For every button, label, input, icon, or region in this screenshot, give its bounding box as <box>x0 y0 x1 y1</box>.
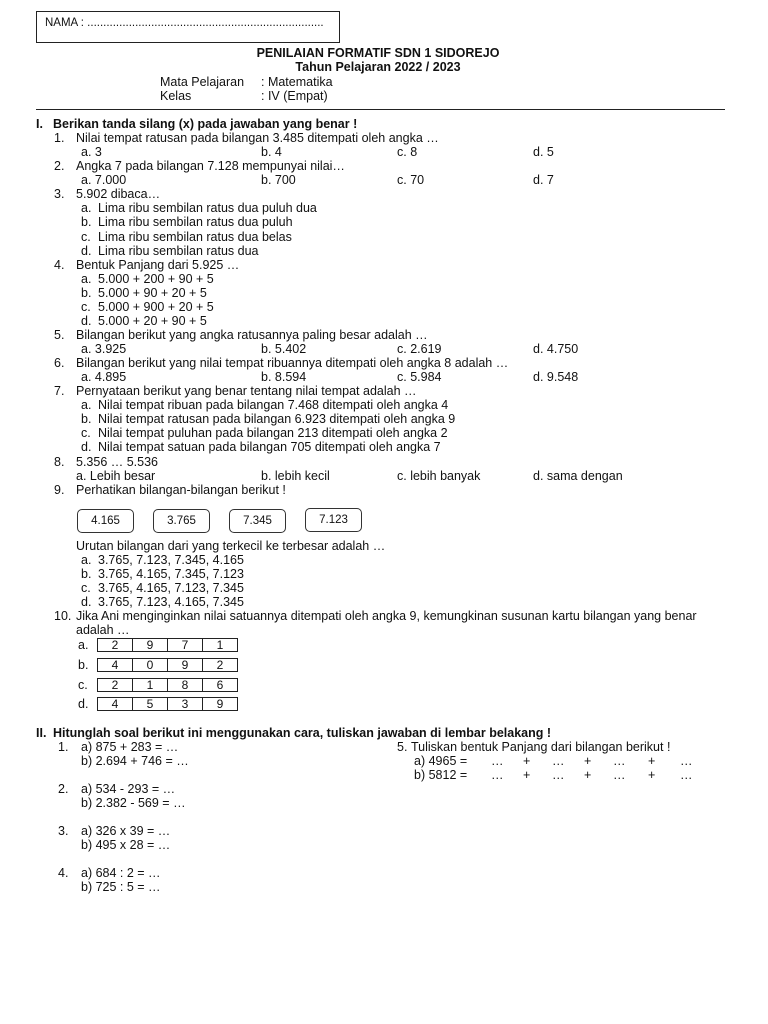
q1-option-a[interactable]: a. 3 <box>81 145 102 159</box>
q7-option-c-label: c. <box>81 426 91 440</box>
q6-text: Bilangan berikut yang nilai tempat ribuannya ditempati oleh angka 8 adalah … <box>76 356 509 370</box>
q4-text: Bentuk Panjang dari 5.925 … <box>76 258 240 272</box>
digit-card: 9 <box>168 659 203 672</box>
q10-option-c-label: c. <box>78 678 88 692</box>
q5-text: Bilangan berikut yang angka ratusannya paling besar adalah … <box>76 328 428 342</box>
digit-card: 2 <box>98 679 133 692</box>
digit-card: 6 <box>203 679 238 692</box>
s2-q5-number: 5. <box>397 740 408 754</box>
digit-card: 0 <box>133 659 168 672</box>
blank: … <box>491 768 504 782</box>
q9-option-b-label: b. <box>81 567 92 581</box>
digit-card: 4 <box>98 659 133 672</box>
q3-option-b-label: b. <box>81 215 92 229</box>
q7-text: Pernyataan berikut yang benar tentang nilai tempat adalah … <box>76 384 417 398</box>
q4-option-d[interactable]: 5.000 + 20 + 90 + 5 <box>98 314 207 328</box>
q8-option-d[interactable]: d. sama dengan <box>533 469 623 483</box>
header-divider <box>36 109 725 110</box>
q10-option-d-label: d. <box>78 697 89 711</box>
blank: … <box>680 768 693 782</box>
q7-option-a-label: a. <box>81 398 92 412</box>
q9-prompt: Urutan bilangan dari yang terkecil ke terbesar adalah … <box>76 539 386 553</box>
q8-option-b[interactable]: b. lebih kecil <box>261 469 330 483</box>
q10-option-a-label: a. <box>78 638 89 652</box>
q3-number: 3. <box>54 187 65 201</box>
q4-number: 4. <box>54 258 65 272</box>
blank: … <box>680 754 693 768</box>
q4-option-d-label: d. <box>81 314 92 328</box>
q10-text: Jika Ani menginginkan nilai satuannya ditempati oleh angka 9, kemungkinan susunan kartu bilangan yang benar <box>76 609 697 623</box>
q3-option-c[interactable]: Lima ribu sembilan ratus dua belas <box>98 230 292 244</box>
school-year: Tahun Pelajaran 2022 / 2023 <box>295 60 461 74</box>
q4-option-b[interactable]: 5.000 + 90 + 20 + 5 <box>98 286 207 300</box>
s2-q5-a-label: a) 4965 = <box>414 754 468 768</box>
s2-q1-b: b) 2.694 + 746 = … <box>81 754 189 768</box>
s2-q2-number: 2. <box>58 782 69 796</box>
q9-option-a-label: a. <box>81 553 92 567</box>
q8-option-c[interactable]: c. lebih banyak <box>397 469 481 483</box>
digit-card: 3 <box>168 698 203 711</box>
q7-option-b-label: b. <box>81 412 92 426</box>
q7-option-d[interactable]: Nilai tempat satuan pada bilangan 705 ditempati oleh angka 7 <box>98 440 441 454</box>
name-label: NAMA : .......................................................................... <box>45 17 324 29</box>
q9-option-c[interactable]: 3.765, 4.165, 7.123, 7.345 <box>98 581 244 595</box>
q2-number: 2. <box>54 159 65 173</box>
section1-numeral: I. <box>36 117 43 131</box>
s2-q4-b: b) 725 : 5 = … <box>81 880 161 894</box>
q1-option-d[interactable]: d. 5 <box>533 145 554 159</box>
s2-q2-a: a) 534 - 293 = … <box>81 782 176 796</box>
subject-label: Mata Pelajaran <box>160 75 245 89</box>
q4-option-a-label: a. <box>81 272 92 286</box>
q4-option-b-label: b. <box>81 286 92 300</box>
q4-option-c-label: c. <box>81 300 91 314</box>
section2-numeral: II. <box>36 726 47 740</box>
number-card: 3.765 <box>153 509 210 533</box>
q3-option-a[interactable]: Lima ribu sembilan ratus dua puluh dua <box>98 201 317 215</box>
plus-sign: + <box>584 768 592 782</box>
s2-q3-number: 3. <box>58 824 69 838</box>
s2-q5-text: Tuliskan bentuk Panjang dari bilangan berikut ! <box>411 740 671 754</box>
q7-number: 7. <box>54 384 65 398</box>
q4-option-c[interactable]: 5.000 + 900 + 20 + 5 <box>98 300 214 314</box>
q8-option-a[interactable]: a. Lebih besar <box>76 469 156 483</box>
plus-sign: + <box>648 768 656 782</box>
q6-option-b[interactable]: b. 8.594 <box>261 370 307 384</box>
q5-number: 5. <box>54 328 65 342</box>
q1-text: Nilai tempat ratusan pada bilangan 3.485 ditempati oleh angka … <box>76 131 439 145</box>
digit-card: 2 <box>98 639 133 652</box>
class-label: Kelas <box>160 89 192 103</box>
digit-card: 1 <box>133 679 168 692</box>
q9-option-d-label: d. <box>81 595 92 609</box>
s2-q2-b: b) 2.382 - 569 = … <box>81 796 186 810</box>
q8-text: 5.356 … 5.536 <box>76 455 159 469</box>
s2-q3-a: a) 326 x 39 = … <box>81 824 171 838</box>
q9-number: 9. <box>54 483 65 497</box>
plus-sign: + <box>648 754 656 768</box>
subject-value: : Matematika <box>261 75 333 89</box>
digit-card: 4 <box>98 698 133 711</box>
s2-q4-a: a) 684 : 2 = … <box>81 866 161 880</box>
digit-card: 2 <box>203 659 238 672</box>
q2-text: Angka 7 pada bilangan 7.128 mempunyai nilai… <box>76 159 345 173</box>
plus-sign: + <box>584 754 592 768</box>
q10-option-c[interactable] <box>97 678 238 692</box>
class-value: : IV (Empat) <box>261 89 328 103</box>
q2-option-a[interactable]: a. 7.000 <box>81 173 127 187</box>
q7-option-a[interactable]: Nilai tempat ribuan pada bilangan 7.468 ditempati oleh angka 4 <box>98 398 449 412</box>
blank: … <box>552 754 565 768</box>
q6-option-a[interactable]: a. 4.895 <box>81 370 127 384</box>
digit-card: 9 <box>203 698 238 711</box>
section1-heading: Berikan tanda silang (x) pada jawaban yang benar ! <box>53 117 358 131</box>
q8-number: 8. <box>54 455 65 469</box>
q10-number: 10. <box>54 609 72 623</box>
q9-option-a[interactable]: 3.765, 7.123, 7.345, 4.165 <box>98 553 244 567</box>
name-box[interactable] <box>36 11 340 43</box>
number-card: 4.165 <box>77 509 134 533</box>
q10-option-a[interactable] <box>97 638 238 652</box>
q1-option-c[interactable]: c. 8 <box>397 145 418 159</box>
q1-option-b[interactable]: b. 4 <box>261 145 282 159</box>
q6-option-d[interactable]: d. 9.548 <box>533 370 579 384</box>
s2-q5-b-label: b) 5812 = <box>414 768 468 782</box>
q7-option-c[interactable]: Nilai tempat puluhan pada bilangan 213 ditempati oleh angka 2 <box>98 426 448 440</box>
blank: … <box>613 768 626 782</box>
s2-q4-number: 4. <box>58 866 69 880</box>
digit-card: 1 <box>203 639 238 652</box>
q10-option-d[interactable] <box>97 697 238 711</box>
q3-option-c-label: c. <box>81 230 91 244</box>
number-card: 7.345 <box>229 509 286 533</box>
q7-option-d-label: d. <box>81 440 92 454</box>
q3-option-d[interactable]: Lima ribu sembilan ratus dua <box>98 244 259 258</box>
q3-option-d-label: d. <box>81 244 92 258</box>
school-title: PENILAIAN FORMATIF SDN 1 SIDOREJO <box>256 46 500 60</box>
blank: … <box>552 768 565 782</box>
q5-option-d[interactable]: d. 4.750 <box>533 342 579 356</box>
plus-sign: + <box>523 754 531 768</box>
q9-option-c-label: c. <box>81 581 91 595</box>
s2-q3-b: b) 495 x 28 = … <box>81 838 171 852</box>
q5-option-c[interactable]: c. 2.619 <box>397 342 442 356</box>
q3-option-a-label: a. <box>81 201 92 215</box>
q9-option-d[interactable]: 3.765, 7.123, 4.165, 7.345 <box>98 595 244 609</box>
q2-option-c[interactable]: c. 70 <box>397 173 425 187</box>
q2-option-b[interactable]: b. 700 <box>261 173 296 187</box>
s2-q1-number: 1. <box>58 740 69 754</box>
q5-option-b[interactable]: b. 5.402 <box>261 342 307 356</box>
digit-card: 9 <box>133 639 168 652</box>
s2-q1-a: a) 875 + 283 = … <box>81 740 179 754</box>
q7-option-b[interactable]: Nilai tempat ratusan pada bilangan 6.923 ditempati oleh angka 9 <box>98 412 456 426</box>
q6-option-c[interactable]: c. 5.984 <box>397 370 442 384</box>
plus-sign: + <box>523 768 531 782</box>
q10-option-b-label: b. <box>78 658 89 672</box>
q10-text-cont: adalah … <box>76 623 130 637</box>
blank: … <box>613 754 626 768</box>
q9-option-b[interactable]: 3.765, 4.165, 7.345, 7.123 <box>98 567 244 581</box>
q10-option-b[interactable] <box>97 658 238 672</box>
q2-option-d[interactable]: d. 7 <box>533 173 554 187</box>
digit-card: 7 <box>168 639 203 652</box>
q1-number: 1. <box>54 131 65 145</box>
q3-text: 5.902 dibaca… <box>76 187 161 201</box>
q5-option-a[interactable]: a. 3.925 <box>81 342 127 356</box>
number-card: 7.123 <box>305 508 362 532</box>
blank: … <box>491 754 504 768</box>
section2-heading: Hitunglah soal berikut ini menggunakan cara, tuliskan jawaban di lembar belakang ! <box>53 726 552 740</box>
digit-card: 5 <box>133 698 168 711</box>
q4-option-a[interactable]: 5.000 + 200 + 90 + 5 <box>98 272 214 286</box>
q6-number: 6. <box>54 356 65 370</box>
digit-card: 8 <box>168 679 203 692</box>
q3-option-b[interactable]: Lima ribu sembilan ratus dua puluh <box>98 215 293 229</box>
q9-text: Perhatikan bilangan-bilangan berikut ! <box>76 483 286 497</box>
